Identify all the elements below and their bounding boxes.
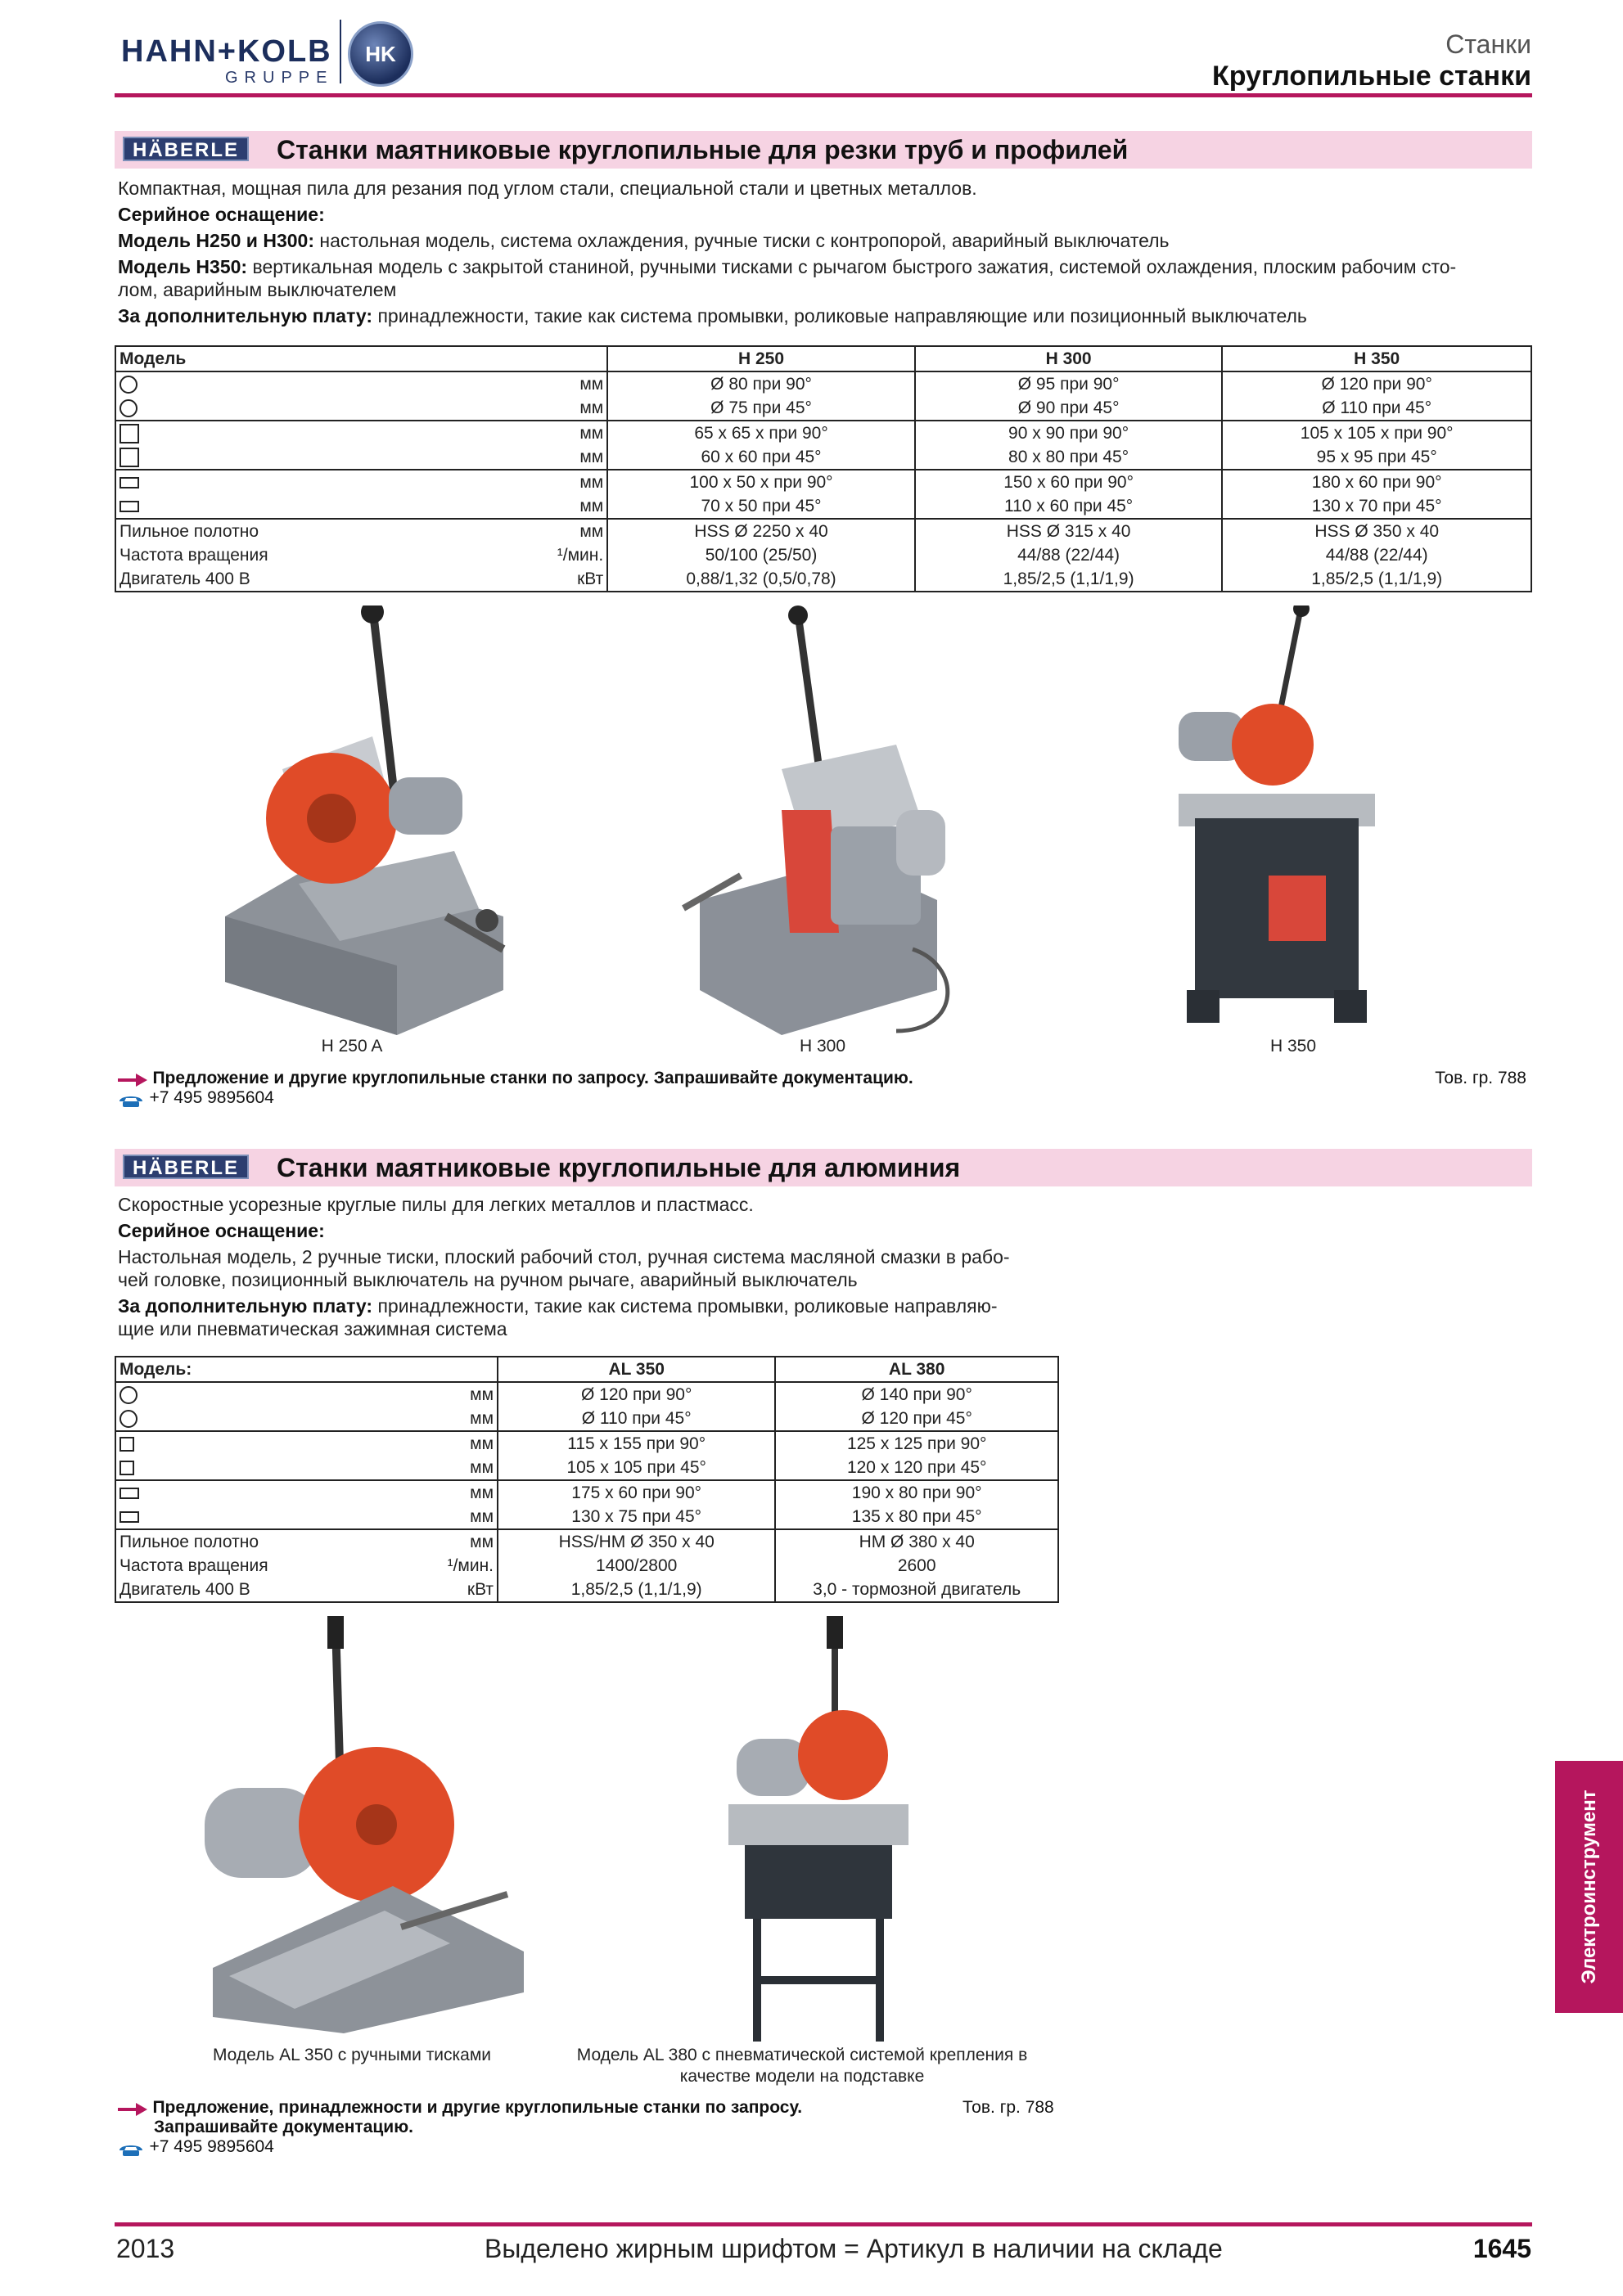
section2-table-row [115,1431,1058,1456]
section2-table-row [115,1554,1058,1578]
section1-row-unit: мм [548,421,607,445]
section1-cell: Ø 110 при 45° [1222,396,1531,421]
section2-row-label: Частота вращения [119,1556,268,1575]
section1-table-row [115,470,1531,494]
section1-cell: 65 x 65 x при 90° [607,421,915,445]
section1-model2-text-cont: лом, аварийным выключателем [118,279,397,300]
section1-cell: 44/88 (22/44) [1222,543,1531,567]
section1-row-unit: мм [548,519,607,543]
section2-cell: 1,85/2,5 (1,1/1,9) [498,1578,775,1602]
logo-divider [340,20,341,83]
section2-cell: 175 x 60 при 90° [498,1480,775,1505]
section2-cell: Ø 120 при 90° [498,1382,775,1407]
h300-saw-image [667,606,970,1035]
rectangular-profile-icon [119,477,139,488]
phone-icon [116,1092,146,1108]
section1-cell: Ø 95 при 90° [915,371,1223,396]
section1-row-shape [115,470,548,494]
arrow-right-icon [116,2100,149,2118]
section1-intro: Компактная, мощная пила для резания под углом стали, специальной стали и цветных металлов. [118,178,977,199]
section1-cell: 80 x 80 при 45° [915,445,1223,470]
section1-table-row [115,543,1531,567]
section2-table-row [115,1407,1058,1431]
section2-note-line1: Предложение, принадлежности и другие круглопильные станки по запросу. [152,2098,803,2117]
haeberle-brand-badge: HÄBERLE [123,137,249,161]
section2-row-unit: мм [442,1382,498,1407]
h350-saw-image [1162,606,1408,1035]
section1-cell: 180 x 60 при 90° [1222,470,1531,494]
section2-intro: Скоростные усорезные круглые пилы для легких металлов и пластмасс. [118,1194,754,1215]
rectangular-profile-icon [119,501,139,512]
haeberle-brand-badge-2: HÄBERLE [123,1155,249,1179]
brand-logo-text: HAHN+KOLB [121,34,332,69]
section1-table-row [115,494,1531,519]
section2-description [118,1193,1067,1340]
section1-row-shape [115,396,548,421]
section1-title: Станки маятниковые круглопильные для резки труб и профилей [277,135,1129,164]
section1-extra-label: За дополнительную плату: [118,305,373,326]
brand-emblem-letters: HK [365,41,396,66]
section1-column-header: H 300 [915,346,1223,371]
section2-cell: 2600 [775,1554,1058,1578]
section1-cell: 130 x 70 при 45° [1222,494,1531,519]
section1-cell: 44/88 (22/44) [915,543,1223,567]
section1-header-unit [548,346,607,371]
page-number: 1645 [1472,2234,1531,2263]
section1-row-shape [115,371,548,396]
section2-table-row [115,1456,1058,1480]
section1-note: Предложение и другие круглопильные станки по запросу. Запрашивайте документацию. [152,1069,913,1087]
section2-cell: 1400/2800 [498,1554,775,1578]
section2-extra-label: За дополнительную плату: [118,1295,373,1317]
section2-note-line2: Запрашивайте документацию. [154,2118,413,2136]
section1-title-band [115,131,1532,169]
section2-cell: 120 x 120 при 45° [775,1456,1058,1480]
section1-table-row [115,567,1531,592]
caption-h300: H 300 [799,1037,846,1056]
section1-table-row [115,371,1531,396]
caption-h350: H 350 [1269,1037,1317,1056]
section2-row-unit: мм [442,1407,498,1431]
section2-extra-text2: щие или пневматическая зажимная система [118,1318,507,1339]
section2-extra-text1: принадлежности, такие как система промывки, роликовые направляю- [372,1295,998,1317]
footer-rule [115,2222,1532,2226]
brand-logo-subtitle: GRUPPE [225,69,334,87]
section2-phone-row [116,2137,274,2157]
section1-header-label: Модель [115,346,548,371]
section1-row-unit: мм [548,371,607,396]
section1-cell: 100 x 50 x при 90° [607,470,915,494]
section1-row-shape [115,494,548,519]
section1-cell: 0,88/1,32 (0,5/0,78) [607,567,915,592]
section2-header-unit [442,1357,498,1382]
section2-phone: +7 495 9895604 [149,2137,274,2156]
section2-row-shape [115,1505,442,1529]
rectangular-profile-icon [119,1511,139,1523]
section2-cell: 135 x 80 при 45° [775,1505,1058,1529]
header-rule [115,93,1532,97]
section1-header-row [115,346,1531,371]
section1-row-shape [115,421,548,445]
section1-extra-text: принадлежности, такие как система промывки, роликовые направляющие или позиционный выключатель [372,305,1307,326]
section1-cell: 150 x 60 при 90° [915,470,1223,494]
section2-row-unit: мм [442,1505,498,1529]
section2-cell: Ø 120 при 45° [775,1407,1058,1431]
section2-title-band [115,1149,1532,1186]
section1-cell: Ø 75 при 45° [607,396,915,421]
round-profile-icon [119,1410,138,1428]
square-profile-icon [119,1437,134,1452]
section2-cell: 130 x 75 при 45° [498,1505,775,1529]
section1-model2-text: вертикальная модель с закрытой станиной, ручными тисками с рычагом быстрого зажатия, системой охлаждения, плоским рабочим сто- [247,256,1457,277]
section1-spec-table [115,345,1532,592]
section2-header-label: Модель: [115,1357,442,1382]
square-profile-icon [119,424,139,443]
section2-header-row [115,1357,1058,1382]
section1-cell: 110 x 60 при 45° [915,494,1223,519]
section1-row-label: Двигатель 400 В [119,569,250,588]
section1-row-unit: кВт [548,567,607,592]
section1-note-row [116,1069,913,1089]
round-profile-icon [119,376,138,394]
section1-cell: 50/100 (25/50) [607,543,915,567]
section1-row-shape [115,445,548,470]
caption-h250a: H 250 A [321,1037,383,1056]
section1-row-label: Пильное полотно [119,522,259,541]
section1-table-row [115,396,1531,421]
section1-row-unit: мм [548,396,607,421]
section2-row-unit: мм [442,1529,498,1554]
section2-column-header: AL 380 [775,1357,1058,1382]
section1-cell: HSS Ø 350 x 40 [1222,519,1531,543]
rectangular-profile-icon [119,1488,139,1499]
section1-row-unit: мм [548,470,607,494]
section1-phone: +7 495 9895604 [149,1088,274,1107]
section1-model1-text: настольная модель, система охлаждения, ручные тиски с контропорой, аварийный выключатель [313,230,1170,251]
section1-row-unit: мм [548,494,607,519]
section1-row-unit: ¹/мин. [548,543,607,567]
section2-row-unit: кВт [442,1578,498,1602]
square-profile-icon [119,448,139,467]
section1-table-row [115,519,1531,543]
section2-row-unit: мм [442,1456,498,1480]
section2-serial-label: Серийное оснащение: [118,1220,325,1241]
footer-legend: Выделено жирным шрифтом = Артикул в наличии на складе [485,2234,1223,2263]
section1-row-unit: мм [548,445,607,470]
section2-row-shape [115,1431,442,1456]
brand-emblem-icon [348,21,413,87]
caption-al380-line1: Модель AL 380 с пневматической системой крепления в [576,2046,1028,2064]
section2-serial-text1: Настольная модель, 2 ручные тиски, плоский рабочий стол, ручная система масляной смазки в рабо- [118,1246,1010,1267]
section1-serial-label: Серийное оснащение: [118,204,325,225]
section2-column-header: AL 350 [498,1357,775,1382]
section2-product-group: Тов. гр. 788 [963,2098,1054,2117]
section1-cell: Ø 90 при 45° [915,396,1223,421]
section1-cell: HSS Ø 315 x 40 [915,519,1223,543]
section2-row-unit: мм [442,1480,498,1505]
section2-cell: 105 x 105 при 45° [498,1456,775,1480]
section2-table-row [115,1529,1058,1554]
section1-model1-label: Модель H250 и H300: [118,230,314,251]
section1-table-row [115,445,1531,470]
section1-cell: 70 x 50 при 45° [607,494,915,519]
section2-row-label: Двигатель 400 В [119,1580,250,1599]
section1-row-label: Частота вращения [119,546,268,565]
h250a-saw-image [209,606,552,1035]
section2-note-row [116,2098,802,2118]
section2-cell: 125 x 125 при 90° [775,1431,1058,1456]
section1-cell: HSS Ø 2250 x 40 [607,519,915,543]
section1-cell: 90 x 90 при 90° [915,421,1223,445]
arrow-right-icon [116,1071,149,1089]
al350-saw-image [180,1616,532,2033]
section2-cell: HM Ø 380 x 40 [775,1529,1058,1554]
section1-product-group: Тов. гр. 788 [1435,1069,1526,1087]
phone-icon [116,2141,146,2157]
section2-serial-text2: чей головке, позиционный выключатель на ручном рычаге, аварийный выключатель [118,1269,858,1290]
section1-cell: 1,85/2,5 (1,1/1,9) [915,567,1223,592]
header-category: Станки [1445,29,1531,59]
round-profile-icon [119,1386,138,1404]
section1-cell: 60 x 60 при 45° [607,445,915,470]
section2-spec-table [115,1356,1059,1603]
section2-cell: 190 x 80 при 90° [775,1480,1058,1505]
section1-cell: 105 x 105 x при 90° [1222,421,1531,445]
al380-saw-image [720,1616,917,2046]
section1-model2-label: Модель H350: [118,256,248,277]
round-profile-icon [119,399,138,417]
section2-table-row [115,1505,1058,1529]
section1-table-row [115,421,1531,445]
square-profile-icon [119,1461,134,1475]
section2-cell: 3,0 - тормозной двигатель [775,1578,1058,1602]
section2-cell: Ø 110 при 45° [498,1407,775,1431]
header-subcategory: Круглопильные станки [1211,61,1531,92]
section2-row-unit: ¹/мин. [442,1554,498,1578]
section2-table-row [115,1382,1058,1407]
section2-title: Станки маятниковые круглопильные для алюминия [277,1153,961,1182]
section2-row-shape [115,1407,442,1431]
section1-phone-row [116,1088,274,1108]
section1-cell: Ø 120 при 90° [1222,371,1531,396]
side-tab-label: Электроинструмент [1577,1790,1600,1984]
section1-column-header: H 250 [607,346,915,371]
section2-row-unit: мм [442,1431,498,1456]
section2-cell: HSS/HM Ø 350 x 40 [498,1529,775,1554]
section1-column-header: H 350 [1222,346,1531,371]
side-tab-power-tools[interactable] [1555,1761,1623,2013]
section2-table-row [115,1578,1058,1602]
section2-row-shape [115,1382,442,1407]
section1-cell: 1,85/2,5 (1,1/1,9) [1222,567,1531,592]
section2-row-label: Пильное полотно [119,1533,259,1551]
section2-cell: Ø 140 при 90° [775,1382,1058,1407]
section2-row-shape [115,1456,442,1480]
caption-al380-line2: качестве модели на подставке [679,2067,925,2086]
caption-al350: Модель AL 350 с ручными тисками [212,2046,492,2064]
section2-table-row [115,1480,1058,1505]
section1-cell: Ø 80 при 90° [607,371,915,396]
section1-description [118,177,1526,327]
section2-cell: 115 x 155 при 90° [498,1431,775,1456]
section2-row-shape [115,1480,442,1505]
section1-cell: 95 x 95 при 45° [1222,445,1531,470]
footer-year: 2013 [116,2234,175,2263]
